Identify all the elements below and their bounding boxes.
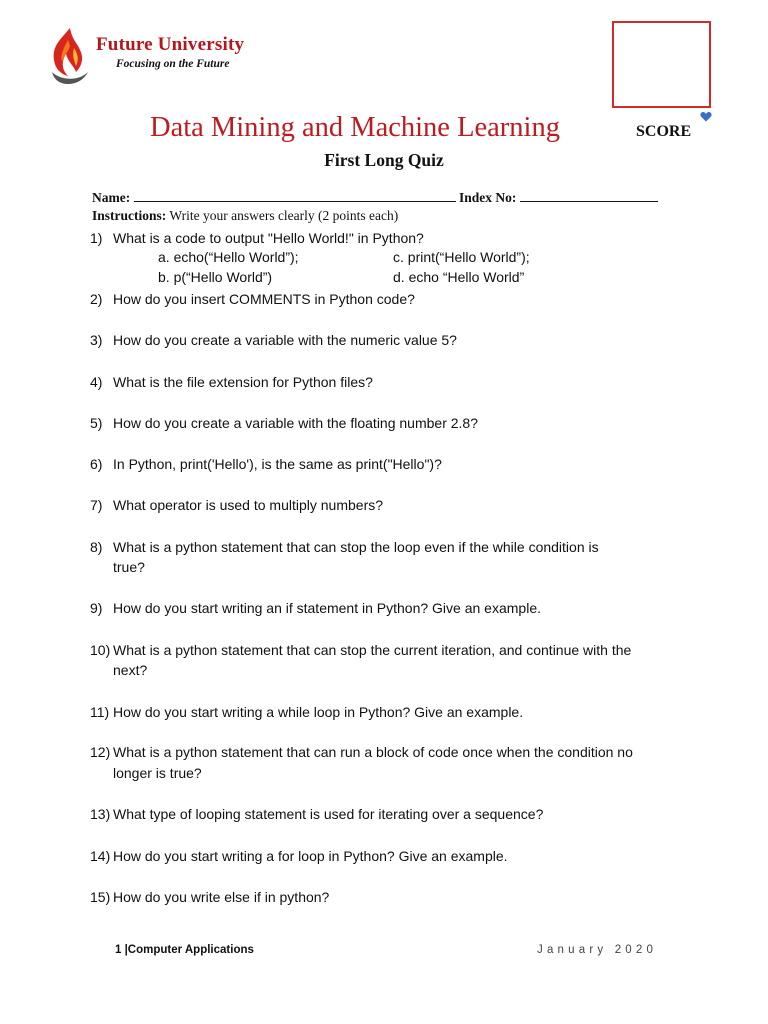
option-c: c. print(“Hello World”); (393, 249, 530, 265)
question-text: What is a python statement that can run a block of code once when the condition no (113, 744, 633, 760)
question-number: 12) (90, 744, 111, 760)
instructions (92, 208, 398, 224)
instructions-text: Write your answers clearly (2 points each) (166, 208, 399, 223)
question-number: 6) (90, 456, 103, 472)
option-d: d. echo “Hello World” (393, 269, 525, 285)
question-number: 11) (90, 704, 110, 720)
question-text: How do you start writing a for loop in Python? Give an example. (113, 848, 508, 864)
page-subtitle: First Long Quiz (324, 150, 444, 170)
university-name: Future University (96, 34, 245, 55)
question-text: What type of looping statement is used for iterating over a sequence? (113, 806, 544, 822)
question-text: longer is true? (113, 765, 202, 781)
question-number: 14) (90, 848, 111, 864)
score-box (612, 21, 711, 108)
question-number: 15) (90, 889, 111, 905)
question-number: 4) (90, 374, 103, 390)
question-text: How do you create a variable with the numeric value 5? (113, 332, 457, 348)
question-text: How do you start writing a while loop in Python? Give an example. (113, 704, 524, 720)
name-index-row (92, 190, 658, 206)
question-number: 5) (90, 415, 103, 431)
question-text: What is a code to output "Hello World!" in Python? (113, 230, 424, 246)
option-a: a. echo(“Hello World”); (158, 249, 299, 265)
question-number: 13) (90, 806, 111, 822)
university-logo (46, 26, 92, 86)
question-number: 3) (90, 332, 103, 348)
footer-date: January 2020 (537, 944, 658, 956)
question-text: What operator is used to multiply numbers? (113, 497, 384, 513)
question-text: What is the file extension for Python files? (113, 374, 373, 390)
question-text: How do you create a variable with the floating number 2.8? (113, 415, 478, 431)
name-field[interactable] (134, 190, 456, 202)
question-number: 1) (90, 230, 103, 246)
question-text: How do you insert COMMENTS in Python code? (113, 291, 415, 307)
page-title: Data Mining and Machine Learning (150, 112, 560, 143)
question-number: 8) (90, 539, 103, 555)
name-label: Name: (92, 190, 131, 205)
question-text: next? (113, 662, 148, 678)
question-number: 2) (90, 291, 103, 307)
index-field[interactable] (520, 190, 658, 202)
question-text: How do you start writing an if statement in Python? Give an example. (113, 600, 541, 616)
question-number: 9) (90, 600, 103, 616)
heart-icon (700, 112, 712, 122)
question-number: 10) (90, 642, 111, 658)
question-text: What is a python statement that can stop the current iteration, and continue with the (113, 642, 632, 658)
university-tagline: Focusing on the Future (116, 58, 230, 70)
question-number: 7) (90, 497, 103, 513)
question-text: What is a python statement that can stop the loop even if the while condition is (113, 539, 599, 555)
option-b: b. p(“Hello World”) (158, 269, 273, 285)
question-text: true? (113, 559, 145, 575)
question-text: In Python, print('Hello'), is the same as print("Hello")? (113, 456, 442, 472)
score-label: SCORE (636, 123, 692, 140)
footer-page-info: 1 |Computer Applications (115, 944, 254, 956)
instructions-label: Instructions: (92, 208, 167, 223)
index-label: Index No: (458, 190, 517, 205)
question-text: How do you write else if in python? (113, 889, 330, 905)
